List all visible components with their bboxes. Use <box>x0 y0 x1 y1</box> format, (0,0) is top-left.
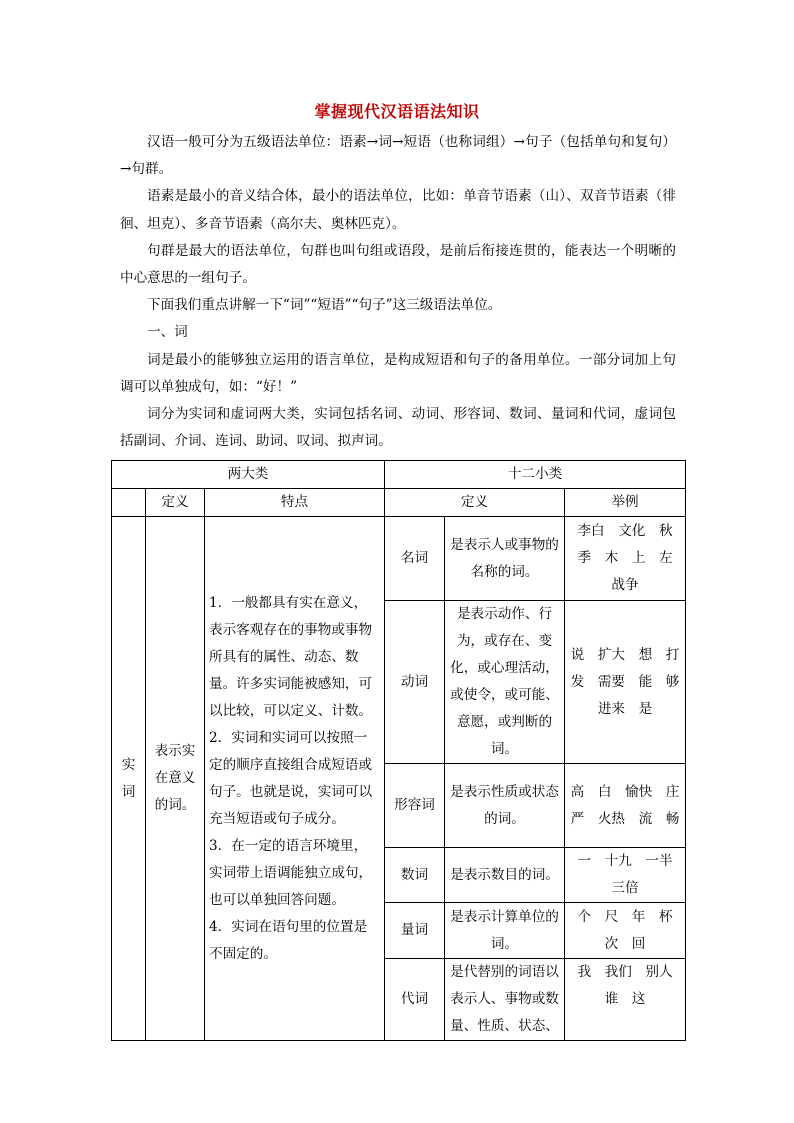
word-class-table <box>111 460 693 1041</box>
header-features: 特点 <box>205 489 385 517</box>
subclass-definition: 是表示人或事物的名称的词。 <box>445 517 565 601</box>
header-definition-2: 定义 <box>385 489 565 517</box>
paragraph: 汉语一般可分为五级语法单位：语素→词→短语（也称词组）→句子（包括单句和复句）→句群。 <box>120 134 676 178</box>
features-cell <box>205 517 385 1041</box>
subclass-name: 数词 <box>385 848 445 903</box>
paragraph: 句群是最大的语法单位，句群也叫句组或语段，是前后衔接连贯的，能表达一个明晰的中心意思的一组句子。 <box>120 242 676 287</box>
header-definition: 定义 <box>146 489 205 517</box>
subclass-examples: 说 扩大 想 打发 需要 能 够 进来 是 <box>565 601 686 764</box>
subclass-definition: 是表示性质或状态的词。 <box>445 764 565 848</box>
subclass-examples: 一 十九 一半 三倍 <box>565 848 686 903</box>
subclass-examples: 我 我们 别人 谁 这 <box>565 959 686 1041</box>
category-definition: 表示实在意义的词。 <box>146 517 205 1041</box>
paragraph: 词分为实词和虚词两大类，实词包括名词、动词、形容词、数词、量词和代词，虚词包括副词、介词、连词、助词、叹词、拟声词。 <box>120 406 676 450</box>
body-text <box>120 129 676 455</box>
subclass-examples: 个 尺 年 杯 次 回 <box>565 903 686 959</box>
subclass-name: 量词 <box>385 903 445 959</box>
subclass-definition: 是表示计算单位的词。 <box>445 903 565 959</box>
subclass-examples: 高 白 愉快 庄严 火热 流 畅 <box>565 764 686 848</box>
section-heading: 一、词 <box>147 324 188 341</box>
subclass-name: 名词 <box>385 517 445 601</box>
subclass-definition: 是表示动作、行为，或存在、变化，或心理活动，或使令，或可能、意愿，或判断的词。 <box>445 601 565 764</box>
paragraph: 语素是最小的音义结合体，最小的语法单位，比如：单音节语素（山）、双音节语素（徘徊、坦克）、多音节语素（高尔夫、奥林匹克）。 <box>120 188 676 232</box>
paragraph: 下面我们重点讲解一下“词”“短语”“句子”这三级语法单位。 <box>147 297 502 314</box>
subclass-examples: 李白 文化 秋 季 木 上 左 战争 <box>565 517 686 601</box>
category-cell: 实词 <box>112 517 146 1041</box>
feature-item: 2．实词和实词可以按照一定的顺序直接组合成短语或句子。也就是说，实词可以充当短语或句子成分。 <box>209 729 373 827</box>
header-twelve-subcategories: 十二小类 <box>385 461 686 489</box>
paragraph: 词是最小的能够独立运用的语言单位，是构成短语和句子的备用单位。一部分词加上句调可以单独成句，如：“好！” <box>120 351 676 395</box>
subclass-name: 代词 <box>385 959 445 1041</box>
subclass-definition: 是表示数目的词。 <box>445 848 565 903</box>
feature-item: 4．实词在语句里的位置是不固定的。 <box>209 918 368 962</box>
feature-item: 1．一般都具有实在意义，表示客观存在的事物或事物所具有的属性、动态、数量。许多实词能被感知，可以比较，可以定义、计数。 <box>209 594 373 719</box>
header-empty <box>112 489 146 517</box>
header-two-categories: 两大类 <box>112 461 385 489</box>
document-title: 掌握现代汉语语法知识 <box>314 102 480 121</box>
subclass-name: 动词 <box>385 601 445 764</box>
feature-item: 3．在一定的语言环境里，实词带上语调能独立成句，也可以单独回答问题。 <box>209 837 373 908</box>
header-examples: 举例 <box>565 489 686 517</box>
subclass-definition: 是代替别的词语以表示人、事物或数量、性质、状态、 <box>445 959 565 1041</box>
subclass-name: 形容词 <box>385 764 445 848</box>
